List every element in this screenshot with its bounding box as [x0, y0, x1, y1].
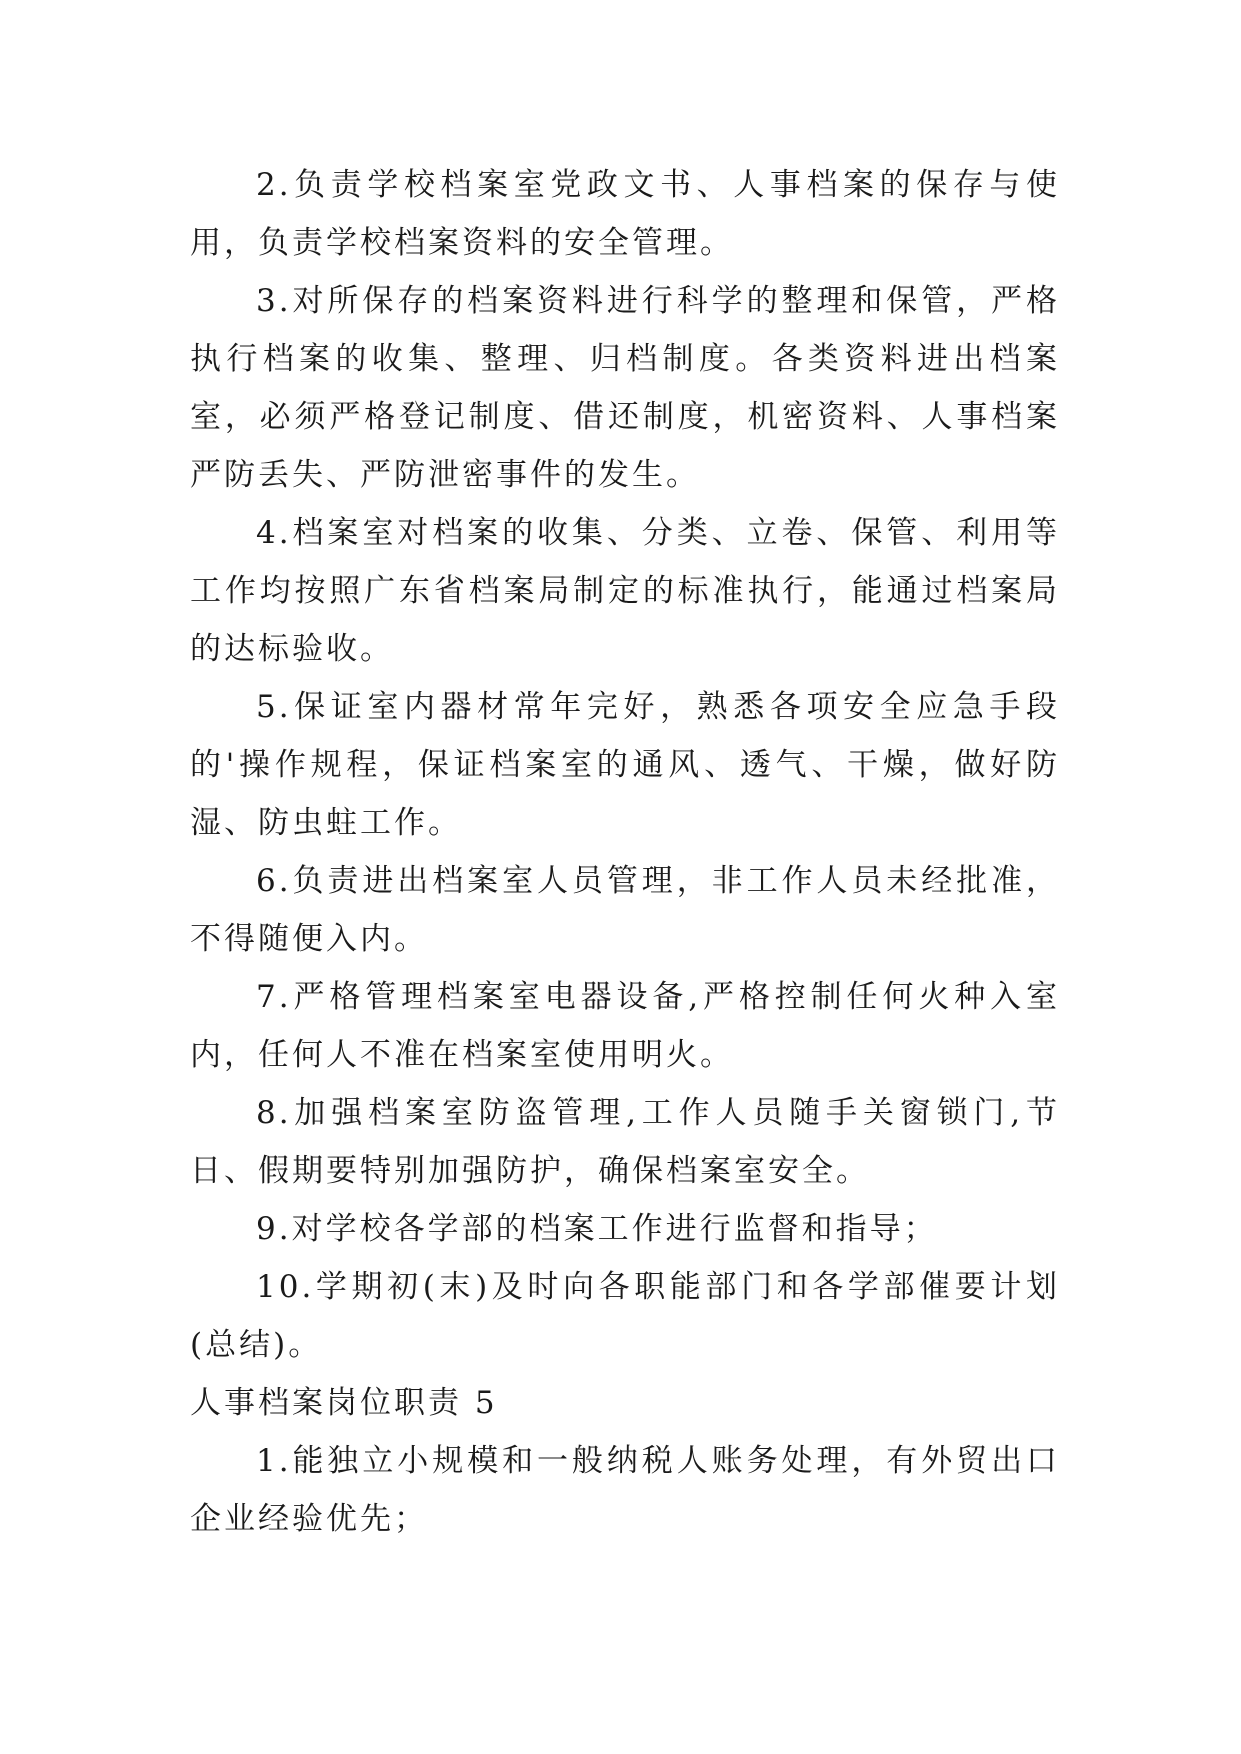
paragraph-item-2: 2.负责学校档案室党政文书、人事档案的保存与使用，负责学校档案资料的安全管理。	[190, 167, 1060, 261]
paragraph-item-5: 5.保证室内器材常年完好，熟悉各项安全应急手段的'操作规程，保证档案室的通风、透气、干燥，做好防湿、防虫蛀工作。	[190, 689, 1060, 841]
paragraph-item-1: 1.能独立小规模和一般纳税人账务处理，有外贸出口企业经验优先；	[190, 1443, 1060, 1537]
paragraph-item-8: 8.加强档案室防盗管理,工作人员随手关窗锁门,节日、假期要特别加强防护，确保档案室安全。	[190, 1095, 1060, 1189]
paragraph-item-4: 4.档案室对档案的收集、分类、立卷、保管、利用等工作均按照广东省档案局制定的标准执行，能通过档案局的达标验收。	[190, 515, 1060, 667]
section-heading: 人事档案岗位职责 5	[190, 1385, 498, 1421]
paragraph-item-7: 7.严格管理档案室电器设备,严格控制任何火种入室内，任何人不准在档案室使用明火。	[190, 979, 1060, 1073]
paragraph-item-9: 9.对学校各学部的档案工作进行监督和指导；	[256, 1211, 938, 1247]
paragraph-item-3: 3.对所保存的档案资料进行科学的整理和保管，严格执行档案的收集、整理、归档制度。各类资料进出档案室，必须严格登记制度、借还制度，机密资料、人事档案严防丢失、严防泄密事件的发生。	[190, 283, 1060, 493]
paragraph-item-6: 6.负责进出档案室人员管理，非工作人员未经批准，不得随便入内。	[190, 863, 1060, 957]
paragraph-item-10: 10.学期初(末)及时向各职能部门和各学部催要计划(总结)。	[190, 1269, 1060, 1363]
document-page	[190, 156, 1060, 1548]
